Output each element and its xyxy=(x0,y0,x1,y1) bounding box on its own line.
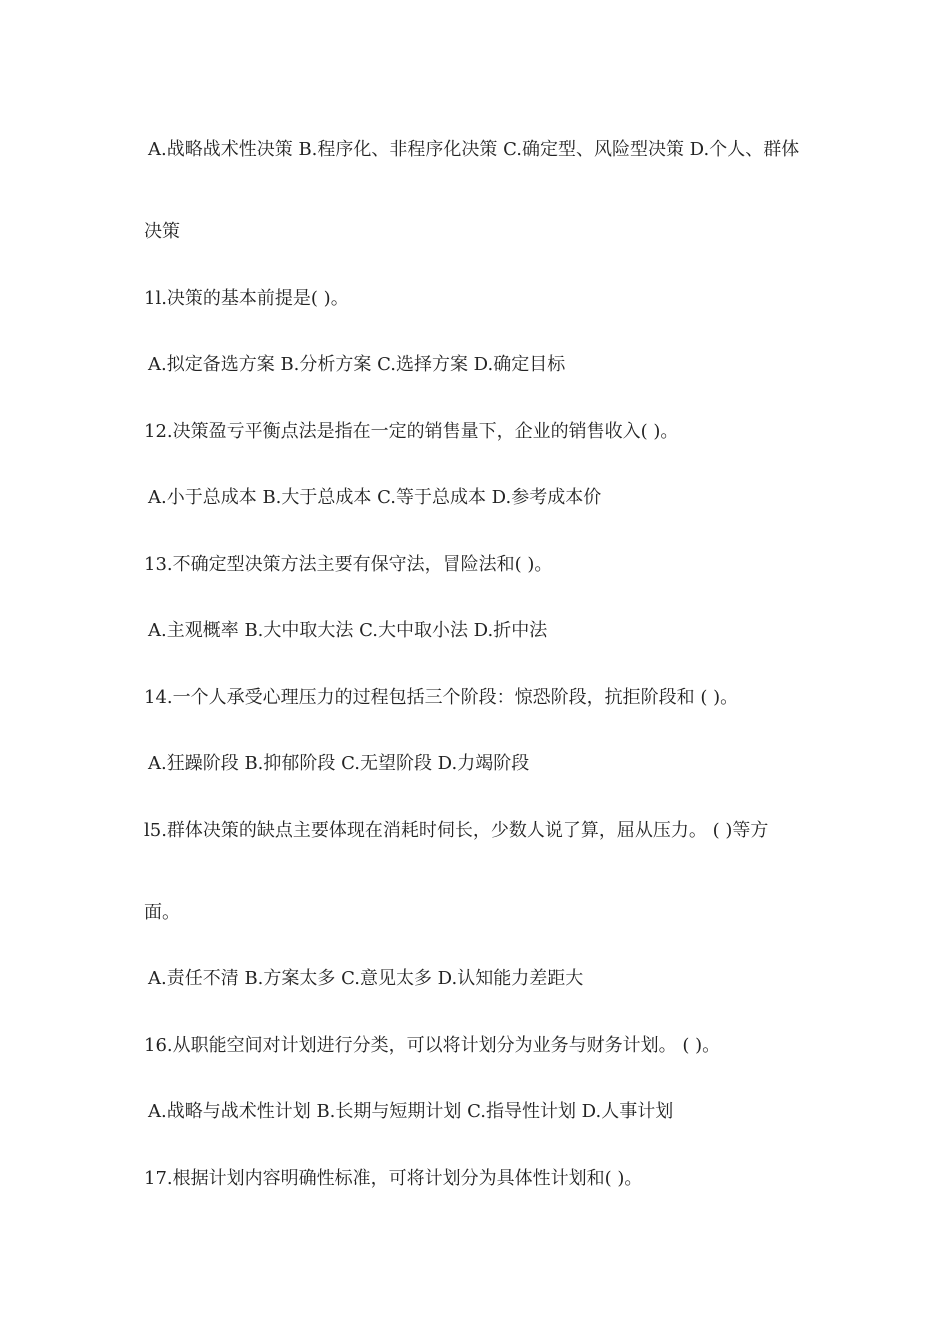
options-q10-continued: 决策 xyxy=(144,221,180,242)
options-q16: A.战略与战术性计划 B.长期与短期计划 C.指导性计划 D.人事计划 xyxy=(148,1101,674,1122)
options-q11: A.拟定备选方案 B.分析方案 C.选择方案 D.确定目标 xyxy=(148,354,566,375)
question-12: 12.决策盈亏平衡点法是指在一定的销售量下，企业的销售收入( )。 xyxy=(144,421,679,442)
question-11: 1l.决策的基本前提是( )。 xyxy=(144,288,349,309)
question-17: 17.根据计划内容明确性标准，可将计划分为具体性计划和( )。 xyxy=(144,1168,643,1189)
question-14: 14.一个人承受心理压力的过程包括三个阶段：惊恐阶段，抗拒阶段和 ( )。 xyxy=(144,687,739,708)
question-15: l5.群体决策的缺点主要体现在消耗时伺长，少数人说了算，屈从压力。 ( )等方 xyxy=(144,820,769,841)
options-q14: A.狂躁阶段 B.抑郁阶段 C.无望阶段 D.力竭阶段 xyxy=(148,753,530,774)
question-13: 13.不确定型决策方法主要有保守法，冒险法和( )。 xyxy=(144,554,553,575)
question-15-continued: 面。 xyxy=(144,902,180,923)
options-q15: A.责任不清 B.方案太多 C.意见太多 D.认知能力差距大 xyxy=(148,968,584,989)
options-q13: A.主观概率 B.大中取大法 C.大中取小法 D.折中法 xyxy=(148,620,548,641)
options-q10: A.战略战术性决策 B.程序化、非程序化决策 C.确定型、风险型决策 D.个人、群体 xyxy=(148,139,800,160)
question-16: 16.从职能空间对计划进行分类，可以将计划分为业务与财务计划。 ( )。 xyxy=(144,1035,721,1056)
options-q12: A.小于总成本 B.大于总成本 C.等于总成本 D.参考成本价 xyxy=(148,487,602,508)
